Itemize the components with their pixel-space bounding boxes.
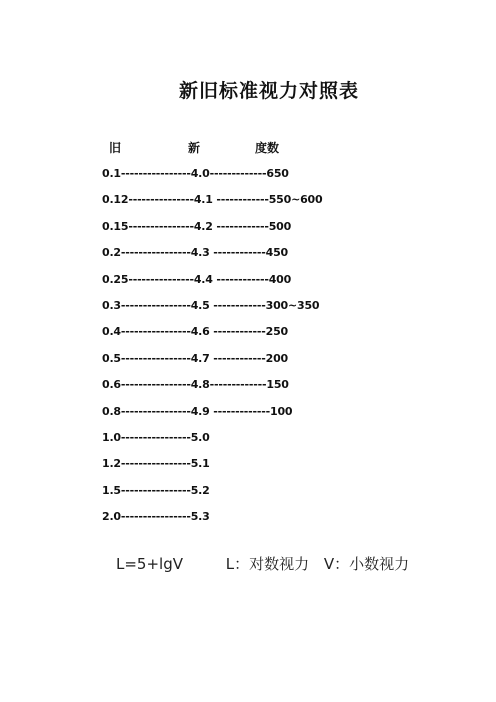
list-item: 0.15---------------4.2 ------------500: [102, 219, 292, 233]
list-item: 0.12---------------4.1 ------------550~600: [102, 193, 323, 207]
table-header: [0, 139, 496, 159]
formula-line: [116, 553, 409, 574]
header-new: 新: [188, 141, 201, 155]
formula-equation: L=5+lgV: [116, 555, 183, 573]
list-item: 0.4----------------4.6 ------------250: [102, 325, 288, 339]
list-item: 0.8----------------4.9 -------------100: [102, 404, 293, 418]
list-item: 0.25---------------4.4 ------------400: [102, 272, 292, 286]
list-item: 0.3----------------4.5 ------------300~350: [102, 298, 320, 312]
list-item: 0.5----------------4.7 ------------200: [102, 351, 288, 365]
list-item: 0.6----------------4.8-------------150: [102, 378, 289, 392]
formula-v-note: V：小数视力: [323, 555, 410, 573]
list-item: 1.5----------------5.2: [102, 483, 210, 497]
list-item: 1.0----------------5.0: [102, 430, 210, 444]
list-item: 0.1----------------4.0-------------650: [102, 167, 289, 180]
conversion-list: [102, 166, 322, 535]
page-title: 新旧标准视力对照表: [178, 80, 359, 102]
list-item: 2.0----------------5.3: [102, 510, 210, 524]
header-old: 旧: [109, 141, 122, 155]
list-item: 0.2----------------4.3 ------------450: [102, 246, 288, 260]
formula-l-note: L：对数视力: [225, 555, 310, 573]
list-item: 1.2----------------5.1: [102, 457, 210, 471]
header-degree: 度数: [255, 141, 280, 155]
